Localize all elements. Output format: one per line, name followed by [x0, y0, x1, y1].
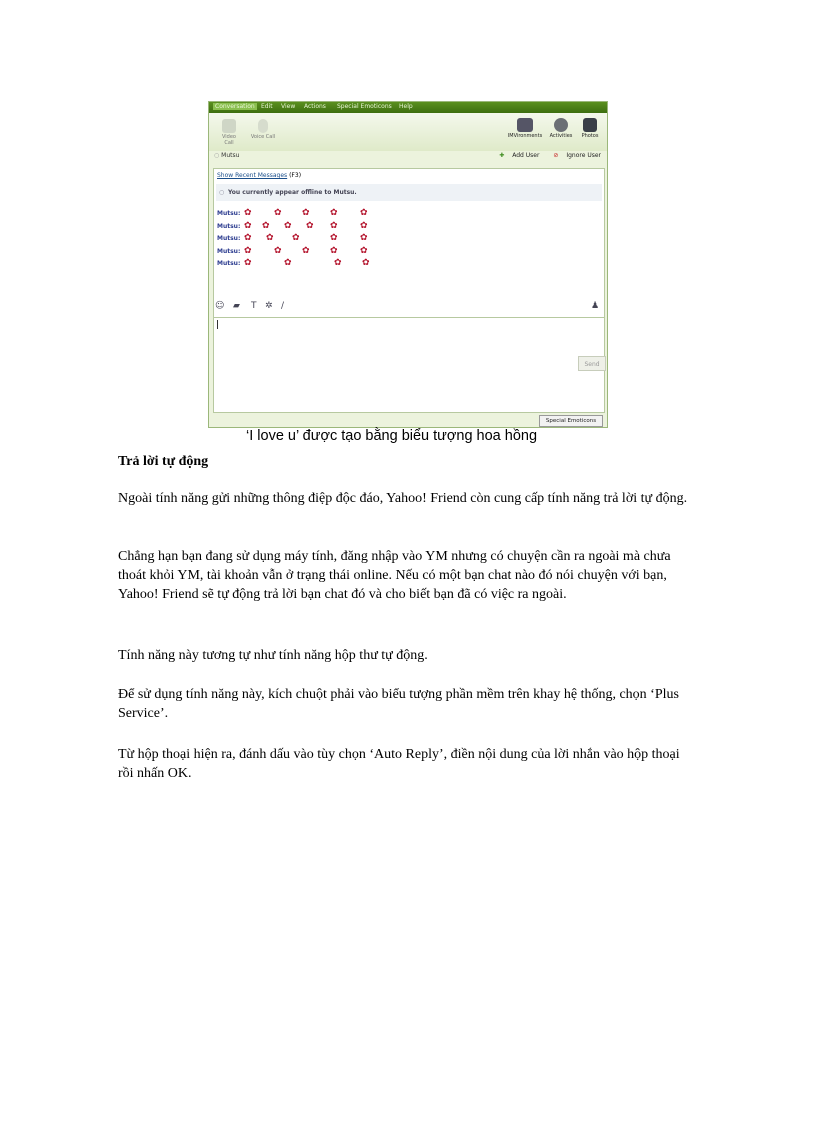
rose-icon: ✿ — [330, 245, 338, 256]
rose-icon: ✿ — [244, 258, 252, 268]
video-call-label: Video Call — [221, 134, 236, 146]
rose-icon: ✿ — [330, 233, 338, 243]
menu-view[interactable]: View — [281, 103, 296, 110]
rose-icon: ✿ — [330, 220, 338, 231]
emoticon-icon[interactable]: ☺ — [215, 301, 225, 311]
add-user-label: Add User — [512, 152, 540, 159]
paragraph: Từ hộp thoại hiện ra, đánh dấu vào tùy chọn ‘Auto Reply’, điền nội dung của lời nhắn vào hộp thoại rồi nhấn OK. — [118, 747, 680, 781]
rose-icon: ✿ — [334, 258, 342, 268]
message-sender: Mutsu: — [217, 260, 241, 267]
contact-actions — [487, 152, 601, 159]
figure-caption: ‘I love u’ được tạo bằng biểu tượng hoa hồng — [246, 428, 538, 444]
show-recent-link[interactable]: Show Recent Messages — [217, 172, 288, 179]
rose-icon: ✿ — [360, 233, 368, 243]
rose-icon: ✿ — [284, 220, 292, 231]
activities-button[interactable] — [549, 118, 573, 139]
menu-conversation[interactable]: Conversation — [215, 103, 255, 110]
photos-button[interactable] — [579, 118, 601, 139]
rose-icon: ✿ — [302, 245, 310, 256]
rose-icon: ✿ — [360, 220, 368, 231]
voice-call-label: Voice Call — [250, 134, 276, 140]
contact-name — [214, 152, 239, 159]
menu-bar — [209, 102, 607, 113]
video-call-button[interactable] — [217, 119, 241, 146]
activities-label: Activities — [549, 133, 573, 139]
offline-notice-text: You currently appear offline to Mutsu. — [228, 189, 357, 196]
rose-icon: ✿ — [244, 233, 252, 243]
menu-edit[interactable]: Edit — [261, 103, 273, 110]
rose-icon: ✿ — [330, 208, 338, 218]
imvironments-label: IMVironments — [507, 133, 543, 139]
ignore-user-icon: ⊘ — [553, 152, 559, 159]
message-row — [217, 208, 417, 221]
toolbar — [209, 113, 607, 151]
rose-icon: ✿ — [292, 233, 300, 243]
video-camera-icon — [222, 119, 236, 133]
rose-icon: ✿ — [266, 233, 274, 243]
rose-icon: ✿ — [284, 258, 292, 268]
format-toolbar — [209, 298, 607, 316]
menu-help[interactable]: Help — [399, 103, 413, 110]
voice-call-button[interactable] — [249, 119, 277, 140]
audible-icon[interactable]: ▰ — [233, 301, 240, 311]
message-row — [217, 246, 417, 259]
imvironments-button[interactable] — [507, 118, 543, 139]
section-heading: Trả lời tự động — [118, 454, 209, 469]
paragraph: Để sử dụng tính năng này, kích chuột phải vào biểu tượng phần mềm trên khay hệ thống, chọn ‘Plus Service’. — [118, 687, 679, 721]
message-sender: Mutsu: — [217, 247, 241, 255]
message-row — [217, 221, 417, 234]
rose-icon: ✿ — [274, 208, 282, 218]
message-sender: Mutsu: — [217, 210, 241, 217]
imvironment-icon[interactable]: ✲ — [265, 301, 273, 311]
info-icon: ○ — [219, 189, 225, 196]
attach-icon[interactable]: ∕ — [281, 301, 285, 311]
rose-icon: ✿ — [306, 220, 314, 231]
contact-label: Mutsu — [221, 152, 240, 159]
rose-icon: ✿ — [262, 220, 270, 231]
offline-notice — [216, 184, 602, 201]
show-recent-shortcut: (F3) — [289, 172, 302, 179]
text-format-icon[interactable]: T — [251, 301, 257, 311]
message-row — [217, 233, 417, 246]
rose-icon: ✿ — [360, 208, 368, 218]
microphone-icon — [258, 119, 268, 133]
ignore-user-label: Ignore User — [566, 152, 601, 159]
ignore-user-button[interactable] — [547, 152, 601, 159]
text-caret — [217, 320, 218, 329]
rose-icon: ✿ — [244, 245, 252, 256]
send-button[interactable]: Send — [578, 356, 606, 371]
photos-icon — [583, 118, 597, 132]
rose-icon: ✿ — [274, 245, 282, 256]
message-row — [217, 258, 417, 271]
rose-icon: ✿ — [244, 208, 252, 218]
rose-icon: ✿ — [244, 220, 252, 231]
add-user-button[interactable] — [493, 152, 539, 159]
menu-special-emoticons[interactable]: Special Emoticons — [337, 103, 392, 110]
photos-label: Photos — [581, 133, 599, 139]
rose-icon: ✿ — [302, 208, 310, 218]
rose-icon: ✿ — [360, 245, 368, 256]
imvironments-icon — [517, 118, 533, 132]
rose-icon: ✿ — [362, 258, 370, 268]
paragraph: Ngoài tính năng gửi những thông điệp độc đáo, Yahoo! Friend còn cung cấp tính năng trả lời tự động. — [118, 491, 688, 506]
contact-details-icon[interactable]: ♟ — [591, 301, 600, 311]
show-recent-messages — [217, 172, 301, 179]
special-emoticons-button[interactable]: Special Emoticons — [539, 415, 603, 427]
status-icon: ○ — [214, 152, 220, 159]
message-sender: Mutsu: — [217, 235, 241, 242]
messenger-screenshot — [208, 101, 608, 428]
message-sender: Mutsu: — [217, 222, 241, 230]
message-input[interactable] — [213, 317, 605, 413]
paragraph: Chẳng hạn bạn đang sử dụng máy tính, đăng nhập vào YM nhưng có chuyện cần ra ngoài mà chưa thoát khỏi YM, tài khoản vẫn ở trạng thái online. Nếu có một bạn chat nào đó nói chuyện với bạn, Yahoo! Friend sẽ tự động trả lời bạn chat đó và cho biết bạn đã có việc ra ngoài. — [118, 549, 671, 602]
message-list — [217, 208, 417, 271]
activities-icon — [554, 118, 568, 132]
menu-actions[interactable]: Actions — [304, 103, 326, 110]
paragraph: Tính năng này tương tự như tính năng hộp thư tự động. — [118, 648, 428, 663]
add-user-icon: ✚ — [499, 152, 505, 159]
